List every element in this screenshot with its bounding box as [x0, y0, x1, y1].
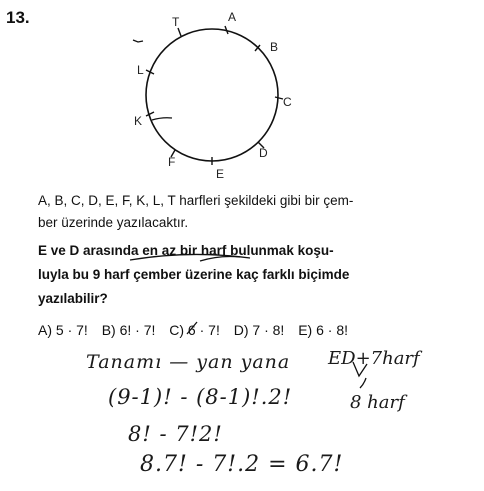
choice-c[interactable]: C) 6 · 7! [169, 322, 220, 338]
question-condition-line: E ve D arasında en az bir harf bulunmak koşu- [38, 243, 334, 258]
handwritten-work: (9-1)! - (8-1)!.2! [108, 385, 293, 409]
handwritten-work: 8.7! - 7!.2 = 6.7! [140, 452, 344, 477]
point-label-e: E [216, 167, 225, 181]
question-number: 13. [6, 8, 30, 27]
point-label-l: L [137, 63, 144, 77]
point-label-d: D [259, 146, 268, 160]
handwritten-work: 8! - 7!2! [128, 422, 223, 446]
handwritten-note: 8 harf [350, 392, 405, 413]
letter-circle [146, 29, 278, 161]
point-label-f: F [168, 155, 176, 169]
answer-choices [38, 322, 358, 338]
choice-d[interactable]: D) 7 · 8! [233, 322, 285, 338]
question-text-line: A, B, C, D, E, F, K, L, T harfleri şekildeki gibi bir çem- [38, 193, 354, 208]
choice-a[interactable]: A) 5 · 7! [38, 322, 88, 338]
point-label-k: K [134, 114, 143, 128]
choice-b[interactable]: B) 6! · 7! [101, 322, 156, 338]
question-condition-line: yazılabilir? [38, 291, 108, 306]
point-label-t: T [172, 15, 180, 29]
point-label-c: C [283, 95, 292, 109]
point-label-a: A [228, 10, 237, 24]
handwritten-note: ED+7harf [328, 348, 420, 369]
question-condition-line: luyla bu 9 harf çember üzerine kaç farklı biçimde [38, 267, 350, 282]
choice-e[interactable]: E) 6 · 8! [298, 322, 348, 338]
handwritten-note: Tanamı — yan yana [86, 351, 291, 373]
point-label-b: B [270, 40, 279, 54]
question-text-line: ber üzerinde yazılacaktır. [38, 215, 189, 230]
